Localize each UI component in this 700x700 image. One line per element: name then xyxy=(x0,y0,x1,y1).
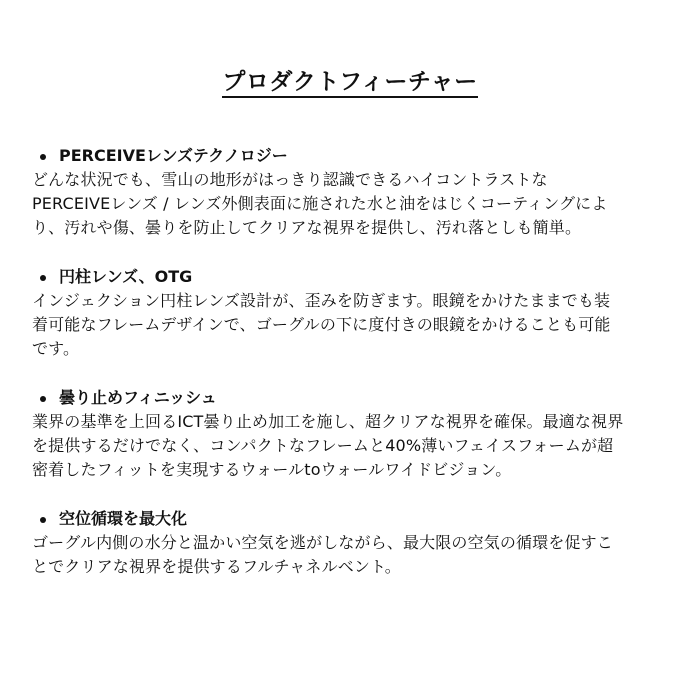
feature-heading-text: 空位循環を最大化 xyxy=(59,509,188,528)
feature-heading-text: 曇り止めフィニッシュ xyxy=(59,388,217,407)
description-line: インジェクション円柱レンズ設計が、歪みを防ぎます。眼鏡をかけたままでも装 xyxy=(32,291,611,310)
feature-airflow xyxy=(32,507,672,579)
description-line: とでクリアな視界を提供するフルチャネルベント。 xyxy=(32,557,401,576)
page-title xyxy=(0,66,700,98)
feature-heading xyxy=(32,144,672,168)
feature-description xyxy=(32,289,672,361)
description-line: 業界の基準を上回るICT曇り止め加工を施し、超クリアな視界を確保。最適な視界 xyxy=(32,412,624,431)
bullet-icon xyxy=(40,154,46,160)
description-line: 着可能なフレームデザインで、ゴーグルの下に度付きの眼鏡をかけることも可能 xyxy=(32,315,611,334)
feature-heading-text: PERCEIVEレンズテクノロジー xyxy=(59,146,288,165)
description-line: ゴーグル内側の水分と温かい空気を逃がしながら、最大限の空気の循環を促すこ xyxy=(32,533,613,552)
description-line: PERCEIVEレンズ / レンズ外側表面に施された水と油をはじくコーティングによ xyxy=(32,194,608,213)
feature-perceive-lens xyxy=(32,144,672,240)
page-title-text: プロダクトフィーチャー xyxy=(222,69,477,98)
bullet-icon xyxy=(40,396,46,402)
description-line: を提供するだけでなく、コンパクトなフレームと40%薄いフェイスフォームが超 xyxy=(32,436,614,455)
feature-heading xyxy=(32,507,672,531)
feature-heading-text: 円柱レンズ、OTG xyxy=(59,267,193,286)
feature-heading xyxy=(32,386,672,410)
description-line: り、汚れや傷、曇りを防止してクリアな視界を提供し、汚れ落としも簡単。 xyxy=(32,218,582,237)
feature-cylindrical-lens-otg xyxy=(32,265,672,361)
feature-description xyxy=(32,410,672,482)
bullet-icon xyxy=(40,517,46,523)
feature-description xyxy=(32,168,672,240)
feature-anti-fog-finish xyxy=(32,386,672,482)
description-line: どんな状況でも、雪山の地形がはっきり認識できるハイコントラストな xyxy=(32,170,548,189)
description-line: 密着したフィットを実現するウォールtoウォールワイドビジョン。 xyxy=(32,460,512,479)
bullet-icon xyxy=(40,275,46,281)
description-line: です。 xyxy=(32,339,80,358)
feature-description xyxy=(32,531,672,579)
feature-heading xyxy=(32,265,672,289)
